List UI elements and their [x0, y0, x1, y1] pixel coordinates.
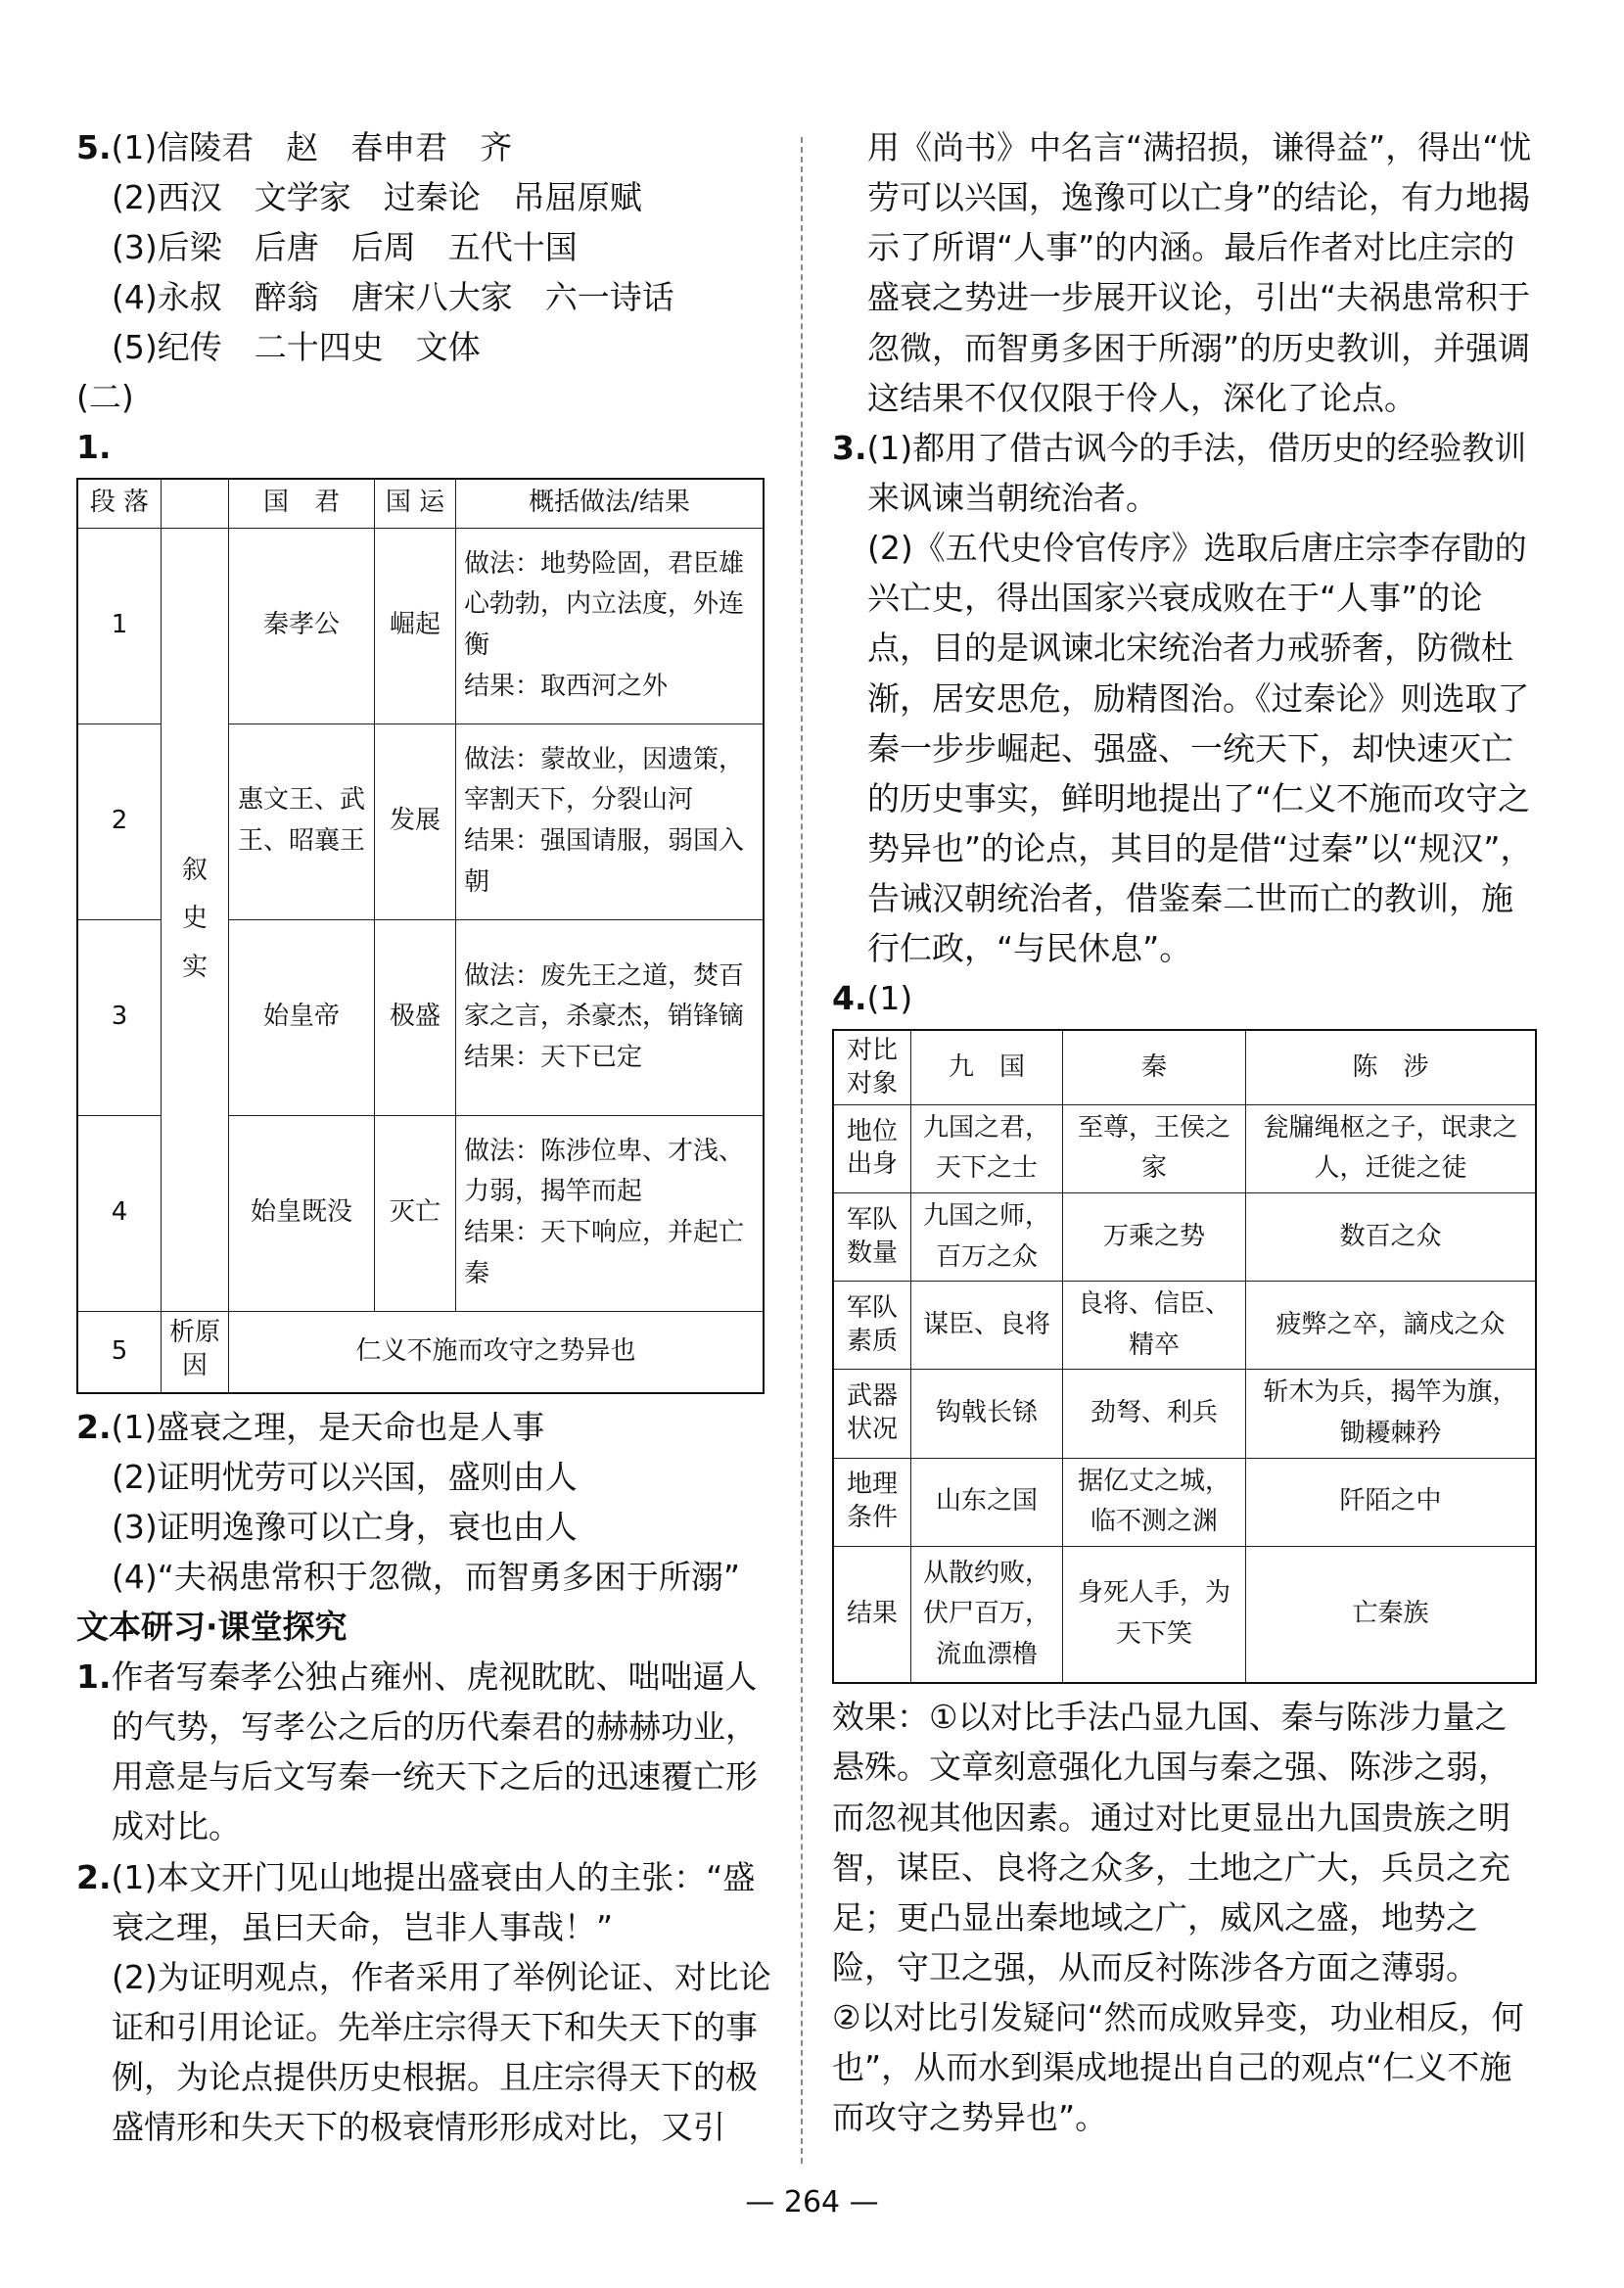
- group-narrate-cell: 叙史实: [162, 528, 229, 1311]
- q5-line-5: (5)纪传 二十四史 文体: [112, 328, 481, 366]
- fate-cell: 崛起: [375, 528, 456, 724]
- group-analyze-cell: 析原因: [162, 1311, 229, 1393]
- cell: 疲弊之卒，謫戍之众: [1246, 1282, 1537, 1370]
- method-cell: 做法：地势险固，君臣雄心勃勃，内立法度，外连衡 结果：取西河之外: [456, 528, 765, 724]
- cell: 钩戟长铩: [911, 1370, 1063, 1458]
- comparison-table: [832, 1029, 1537, 1684]
- cell: 九国之君，天下之士: [911, 1104, 1063, 1192]
- para-cell: 4: [77, 1115, 162, 1311]
- q2-line-2: (2)证明忧劳可以兴国，盛则由人: [112, 1458, 578, 1496]
- method-cell: 做法：废先王之道，焚百家之言，杀豪杰，销锋镝 结果：天下已定: [456, 919, 765, 1115]
- continued-paragraph: 用《尚书》中名言“满招损，谦得益”，得出“忧劳可以兴国，逸豫可以亡身”的结论，有力地揭示了所谓“人事”的内涵。最后作者对比庄宗的盛衰之势进一步展开议论，引出“夫祸患常积于忽微，而智勇多困于所溺”的历史教训，并强调这结果不仅仅限于伶人，深化了论点。: [867, 128, 1532, 417]
- fate-cell: 灭亡: [375, 1115, 456, 1311]
- para-cell: 2: [77, 724, 162, 919]
- row-label: 结果: [833, 1546, 911, 1683]
- section-two-label: (二): [76, 378, 134, 416]
- row-label: 军队素质: [833, 1282, 911, 1370]
- q5-line-3: (3)后梁 后唐 后周 五代十国: [112, 228, 578, 266]
- table-row: [833, 1193, 1536, 1282]
- table-header-blank: [162, 479, 229, 528]
- table-row: [77, 1311, 764, 1393]
- q5-line-1: 5.(1)信陵君 赵 春申君 齐: [76, 128, 513, 166]
- cell: 九国之师，百万之众: [911, 1193, 1063, 1282]
- cell: 良将、信臣、精卒: [1063, 1282, 1246, 1370]
- page-number: — 264 —: [745, 2185, 879, 2219]
- q2-line-4: (4)“夫祸患常积于忽微，而智勇多困于所溺”: [112, 1558, 740, 1596]
- cell: 数百之众: [1246, 1193, 1537, 1282]
- table-header: 陈 涉: [1246, 1030, 1537, 1104]
- table-header: 秦: [1063, 1030, 1246, 1104]
- q5-line-2: (2)西汉 文学家 过秦论 吊屈原赋: [112, 178, 642, 216]
- q1-number: 1.: [76, 428, 112, 466]
- effect-paragraph-1: 效果：①以对比手法凸显九国、秦与陈涉力量之悬殊。文章刻意强化九国与秦之强、陈涉之弱，而忽视其他因素。通过对比更显出九国贵族之明智，谋臣、良将之众多，土地之广大，兵员之充足；更凸显出秦地域之广，威风之盛，地势之险，守卫之强，从而反衬陈涉各方面之薄弱。: [832, 1698, 1510, 1987]
- right-column: [832, 122, 1537, 2143]
- explore-answer-4: 4.(1): [832, 979, 913, 1018]
- cell: 身死人手，为天下笑: [1063, 1546, 1246, 1683]
- table-header: 对比对象: [833, 1030, 911, 1104]
- ruler-cell: 惠文王、武王、昭襄王: [229, 724, 375, 919]
- cell: 至尊，王侯之家: [1063, 1104, 1246, 1192]
- table-row: [833, 1104, 1536, 1192]
- fate-cell: 极盛: [375, 919, 456, 1115]
- row-label: 地位出身: [833, 1104, 911, 1192]
- table-row: [77, 528, 764, 724]
- method-cell: 做法：蒙故业，因遗策，宰割天下，分裂山河 结果：强国请服，弱国入朝: [456, 724, 765, 919]
- q5-line-4: (4)永叔 醉翁 唐宋八大家 六一诗话: [112, 278, 674, 316]
- q2-line-3: (3)证明逸豫可以亡身，衰也由人: [112, 1508, 578, 1546]
- section-title: 文本研习·课堂探究: [76, 1608, 348, 1646]
- table-row: [833, 1282, 1536, 1370]
- table-row: [833, 1546, 1536, 1683]
- fate-cell: 发展: [375, 724, 456, 919]
- cell: 山东之国: [911, 1458, 1063, 1546]
- column-divider: [801, 137, 803, 2164]
- explore-answer-1: 1.作者写秦孝公独占雍州、虎视眈眈、咄咄逼人的气势，写孝公之后的历代秦君的赫赫功业，用意是与后文写秦一统天下之后的迅速覆亡形成对比。: [76, 1658, 758, 1846]
- para-cell: 3: [77, 919, 162, 1115]
- cell: 万乘之势: [1063, 1193, 1246, 1282]
- ruler-cell: 秦孝公: [229, 528, 375, 724]
- row-label: 武器状况: [833, 1370, 911, 1458]
- table-row: [833, 1370, 1536, 1458]
- table-header: 九 国: [911, 1030, 1063, 1104]
- conclusion-cell: 仁义不施而攻守之势异也: [229, 1311, 765, 1393]
- left-column: [76, 122, 776, 2152]
- ruler-cell: 始皇既没: [229, 1115, 375, 1311]
- table-row: [833, 1458, 1536, 1546]
- effect-paragraph-2: ②以对比引发疑问“然而成败异变，功业相反，何也”，从而水到渠成地提出自己的观点“仁义不施而攻守之势异也”。: [832, 1998, 1524, 2137]
- cell: 斩木为兵，揭竿为旗，锄耰棘矜: [1246, 1370, 1537, 1458]
- cell: 据亿丈之城，临不测之渊: [1063, 1458, 1246, 1546]
- table-header: 国 运: [375, 479, 456, 528]
- explore-answer-2-part-2: (2)为证明观点，作者采用了举例论证、对比论证和引用论证。先举庄宗得天下和失天下的事例，为论点提供历史根据。且庄宗得天下的极盛情形和失天下的极衰情形形成对比，又引: [112, 1957, 771, 2147]
- row-label: 地理条件: [833, 1458, 911, 1546]
- table-header: 国 君: [229, 479, 375, 528]
- cell: 劲弩、利兵: [1063, 1370, 1246, 1458]
- history-table: [76, 478, 765, 1394]
- table-header: 概括做法/结果: [456, 479, 765, 528]
- row-label: 军队数量: [833, 1193, 911, 1282]
- q2-line-1: 2.(1)盛衰之理，是天命也是人事: [76, 1408, 545, 1446]
- cell: 从散约败，伏尸百万，流血漂橹: [911, 1546, 1063, 1683]
- explore-answer-2: 2.(1)本文开门见山地提出盛衰由人的主张：“盛衰之理，虽曰天命，岂非人事哉！”: [76, 1857, 756, 1946]
- para-cell: 1: [77, 528, 162, 724]
- cell: 谋臣、良将: [911, 1282, 1063, 1370]
- ruler-cell: 始皇帝: [229, 919, 375, 1115]
- explore-answer-3: 3.(1)都用了借古讽今的手法，借历史的经验教训来讽谏当朝统治者。: [832, 428, 1527, 517]
- method-cell: 做法：陈涉位卑、才浅、力弱，揭竿而起 结果：天下响应，并起亡秦: [456, 1115, 765, 1311]
- para-cell: 5: [77, 1311, 162, 1393]
- cell: 瓮牖绳枢之子，氓隶之人，迁徙之徒: [1246, 1104, 1537, 1192]
- explore-answer-3-part-2: (2)《五代史伶官传序》选取后唐庄宗李存勖的兴亡史，得出国家兴衰成败在于“人事”的论点，目的是讽谏北宋统治者力戒骄奢，防微杜渐，居安思危，励精图治。《过秦论》则选取了秦一步步崛起、强盛、一统天下，却快速灭亡的历史事实，鲜明地提出了“仁义不施而攻守之势异也”的论点，其目的是借“过秦”以“规汉”，告诫汉朝统治者，借鉴秦二世而亡的教训，施行仁政，“与民休息”。: [867, 529, 1533, 968]
- cell: 阡陌之中: [1246, 1458, 1537, 1546]
- table-header: 段 落: [77, 479, 162, 528]
- cell: 亡秦族: [1246, 1546, 1537, 1683]
